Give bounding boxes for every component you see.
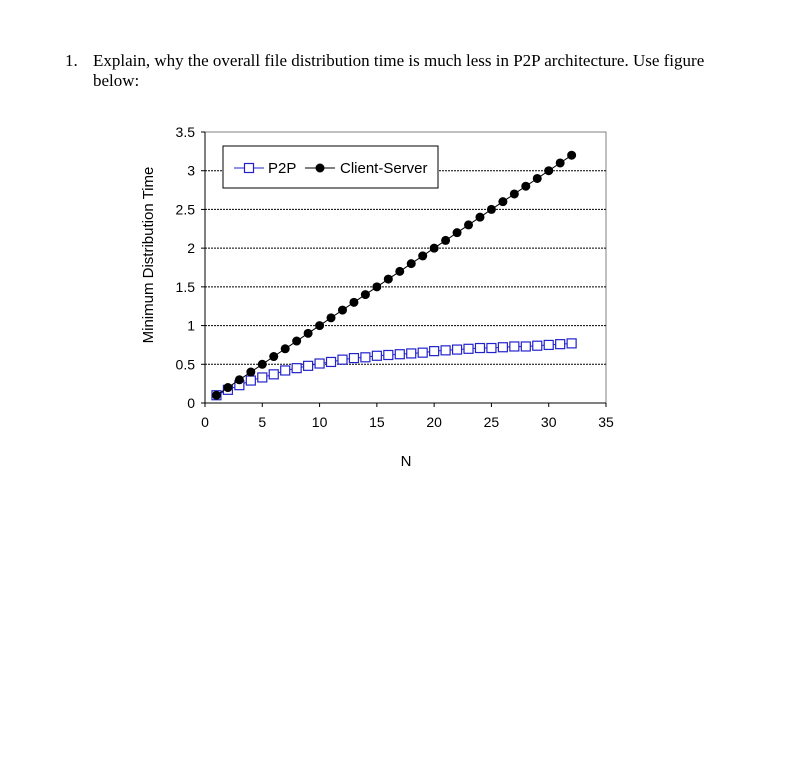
y-tick-labels: [176, 124, 196, 411]
point-client-server-16: [384, 275, 393, 284]
y-tick-label-5: 2.5: [175, 201, 195, 218]
x-tick-label-7: 35: [598, 414, 614, 430]
point-client-server-32: [567, 151, 576, 160]
point-p2p-13: [349, 354, 358, 363]
point-p2p-15: [372, 351, 381, 360]
point-client-server-1: [212, 391, 221, 400]
point-client-server-2: [223, 383, 232, 392]
point-client-server-13: [349, 298, 358, 307]
point-client-server-26: [498, 197, 507, 206]
point-p2p-19: [418, 348, 427, 357]
point-client-server-12: [338, 306, 347, 315]
point-p2p-9: [304, 361, 313, 370]
point-p2p-30: [544, 340, 553, 349]
point-client-server-28: [521, 182, 530, 191]
point-client-server-30: [544, 166, 553, 175]
point-p2p-27: [510, 342, 519, 351]
point-p2p-14: [361, 353, 370, 362]
point-p2p-11: [327, 357, 336, 366]
point-p2p-31: [556, 340, 565, 349]
point-client-server-29: [533, 174, 542, 183]
point-p2p-22: [453, 345, 462, 354]
x-tick-label-3: 15: [369, 414, 385, 430]
point-p2p-29: [533, 341, 542, 350]
question-number: 1.: [65, 51, 78, 70]
point-p2p-25: [487, 344, 496, 353]
point-client-server-20: [430, 244, 439, 253]
point-client-server-23: [464, 220, 473, 229]
y-tick-label-4: 2: [187, 240, 195, 257]
y-tick-label-1: 0.5: [175, 356, 195, 373]
point-client-server-11: [327, 313, 336, 322]
point-client-server-25: [487, 205, 496, 214]
point-p2p-17: [395, 350, 404, 359]
x-tick-label-6: 30: [540, 414, 557, 430]
point-client-server-14: [361, 290, 370, 299]
legend-p2p-marker: [245, 164, 254, 173]
point-client-server-17: [395, 267, 404, 276]
point-p2p-21: [441, 346, 450, 355]
point-client-server-18: [407, 259, 416, 268]
point-p2p-28: [521, 342, 530, 351]
point-p2p-4: [246, 376, 255, 385]
question-text: Explain, why the overall file distribution time is much less in P2P architecture. Use figure below:: [93, 51, 705, 90]
point-client-server-31: [556, 158, 565, 167]
point-client-server-24: [475, 213, 484, 222]
y-tick-label-7: 3.5: [175, 124, 195, 140]
point-client-server-15: [372, 282, 381, 291]
point-client-server-10: [315, 321, 324, 330]
point-client-server-22: [453, 228, 462, 237]
point-client-server-27: [510, 189, 519, 198]
point-p2p-5: [258, 373, 267, 382]
point-client-server-5: [258, 360, 267, 369]
point-p2p-7: [281, 366, 290, 375]
legend: [223, 146, 438, 188]
x-tick-label-2: 10: [311, 414, 328, 430]
point-p2p-18: [407, 349, 416, 358]
legend-client-server-label: Client-Server: [340, 160, 428, 177]
legend-p2p-label: P2P: [268, 160, 297, 177]
y-tick-label-6: 3: [187, 162, 195, 179]
y-axis-title: Minimum Distribution Time: [140, 166, 157, 344]
x-axis-title: N: [400, 453, 412, 470]
point-client-server-4: [246, 368, 255, 377]
point-client-server-6: [269, 352, 278, 361]
x-tick-labels: [201, 414, 614, 430]
point-p2p-16: [384, 350, 393, 359]
x-tick-label-4: 20: [426, 414, 442, 430]
point-p2p-12: [338, 355, 347, 364]
point-p2p-6: [269, 370, 278, 379]
point-client-server-3: [235, 375, 244, 384]
point-p2p-20: [430, 347, 439, 356]
point-p2p-32: [567, 339, 576, 348]
y-tick-label-0: 0: [187, 395, 195, 411]
point-p2p-24: [475, 344, 484, 353]
y-tick-label-2: 1: [187, 317, 195, 334]
point-p2p-8: [292, 364, 301, 373]
y-tick-label-3: 1.5: [175, 278, 195, 295]
x-tick-label-5: 25: [483, 414, 500, 430]
point-client-server-19: [418, 251, 427, 260]
point-client-server-7: [281, 344, 290, 353]
point-p2p-26: [498, 343, 507, 352]
point-p2p-10: [315, 359, 324, 368]
legend-client-server-marker: [316, 164, 325, 173]
point-client-server-8: [292, 337, 301, 346]
point-client-server-9: [304, 329, 313, 338]
point-client-server-21: [441, 236, 450, 245]
point-p2p-23: [464, 344, 473, 353]
x-tick-label-1: 5: [258, 414, 267, 430]
x-tick-label-0: 0: [201, 414, 209, 430]
